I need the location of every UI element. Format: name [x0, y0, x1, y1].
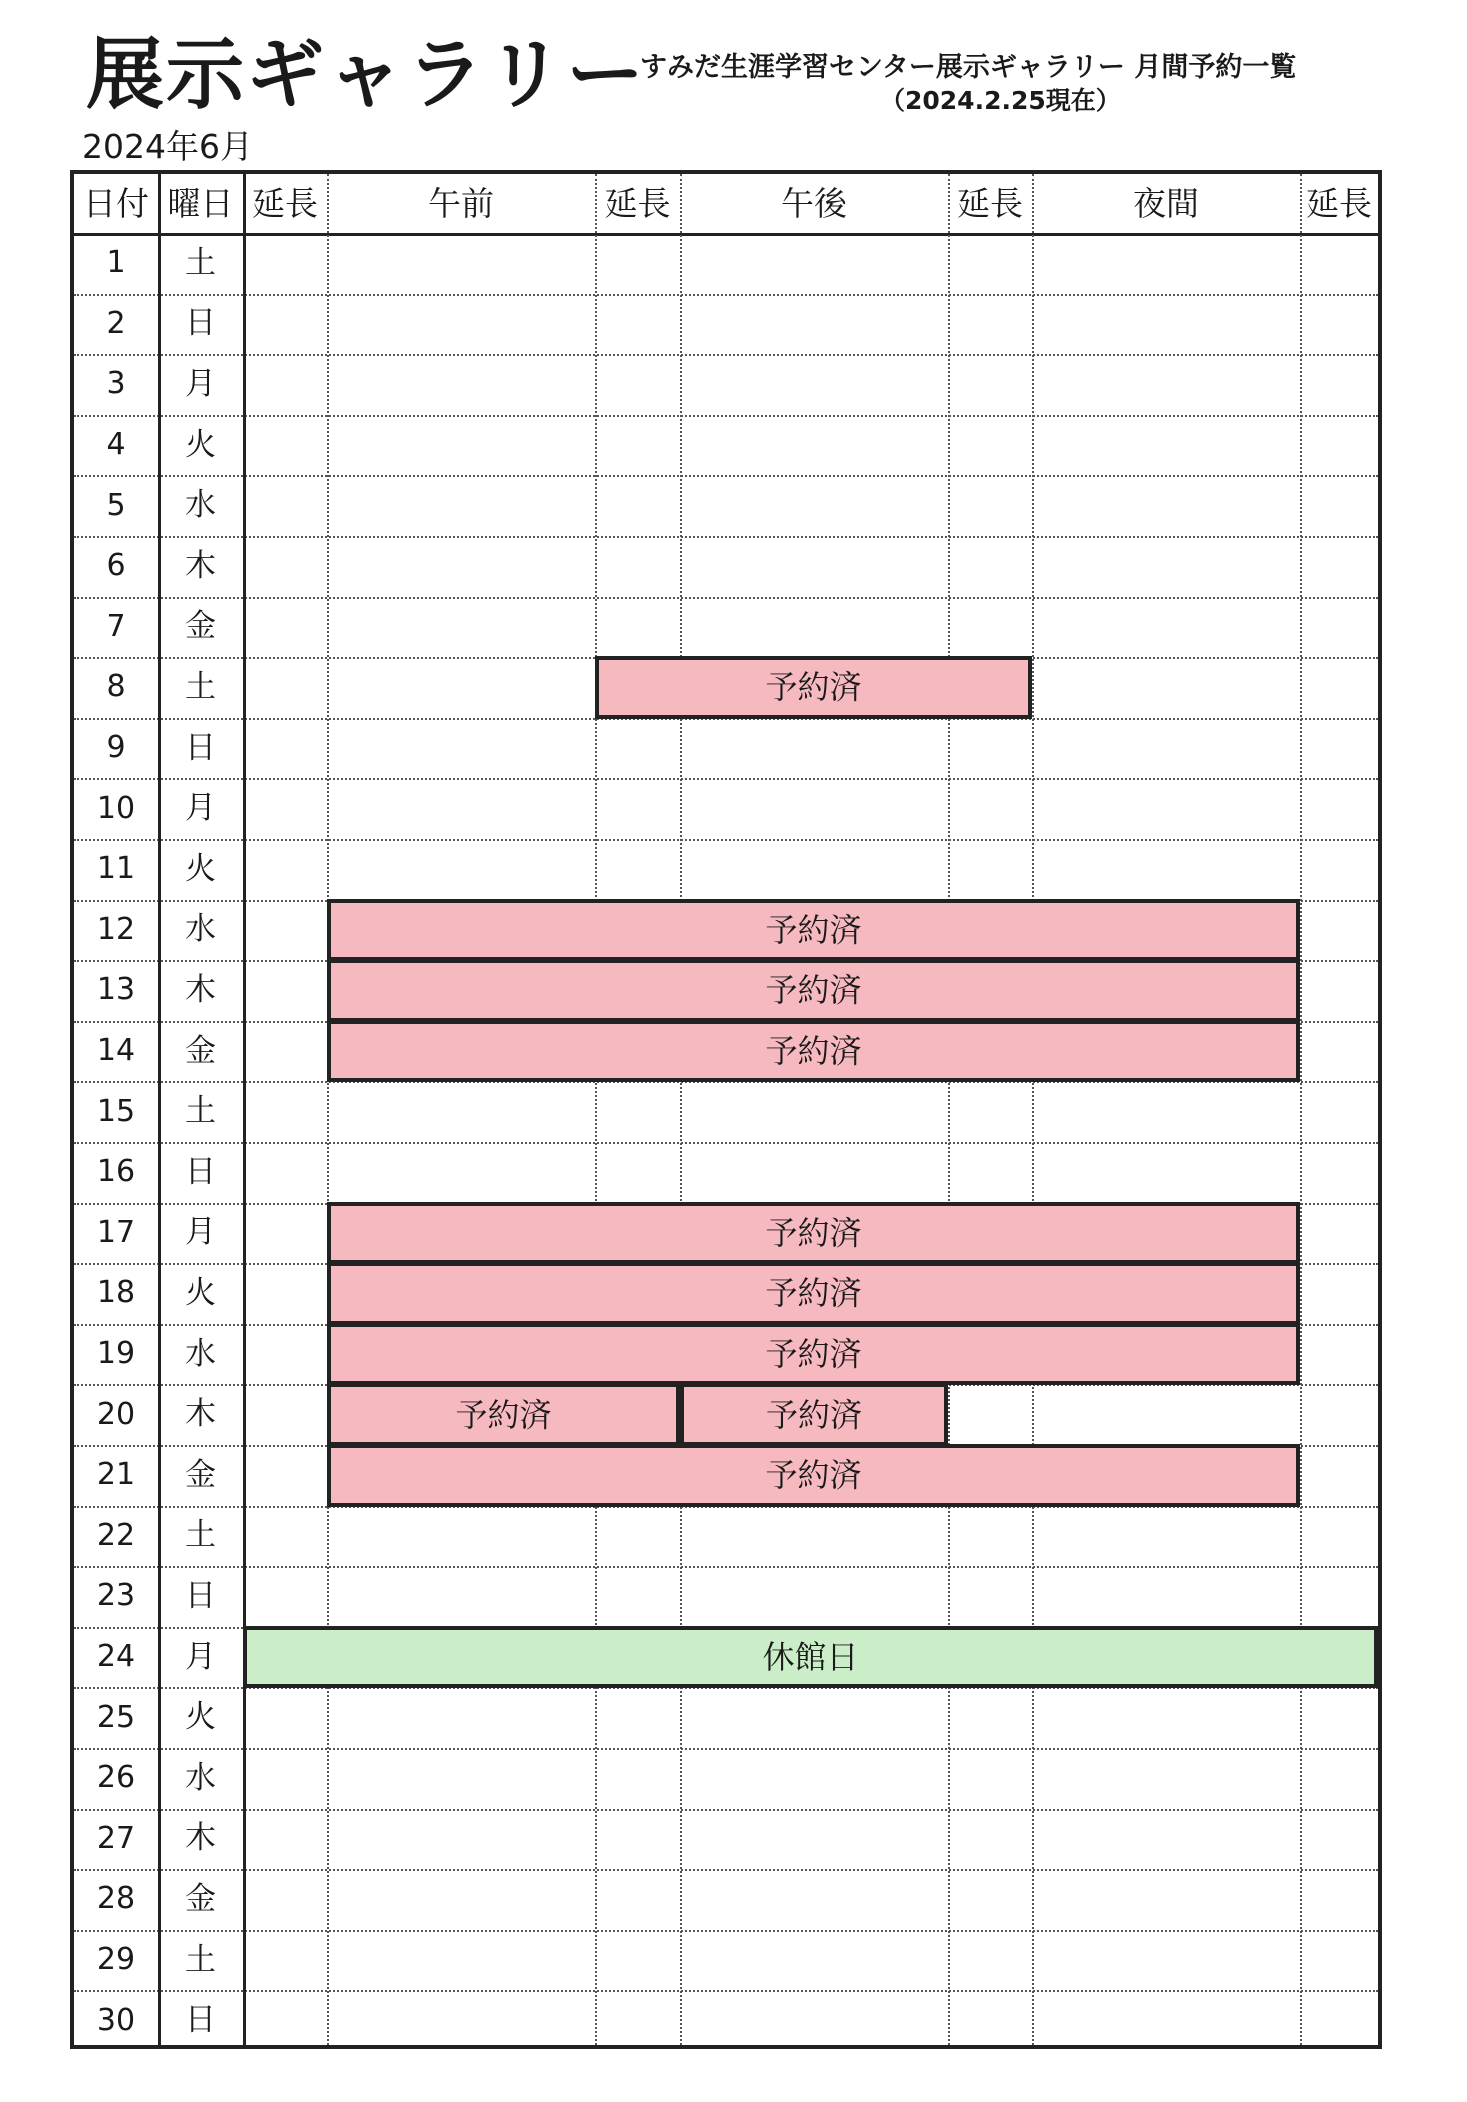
reservation-block[interactable]: 予約済 [327, 1444, 1300, 1507]
reservation-block[interactable]: 予約済 [327, 1323, 1300, 1386]
column-header: 延長 [1306, 184, 1372, 223]
weekday-cell: 水 [185, 1335, 216, 1372]
weekday-cell: 日 [185, 305, 216, 342]
date-cell: 7 [106, 608, 126, 644]
column-divider [243, 174, 246, 2045]
weekday-cell: 火 [185, 850, 216, 887]
date-cell: 22 [96, 1517, 136, 1553]
date-cell: 29 [96, 1942, 136, 1978]
weekday-cell: 日 [185, 1577, 216, 1614]
column-header: 夜間 [1133, 184, 1199, 223]
column-divider [1300, 174, 1302, 2045]
row-divider [74, 1869, 1378, 1871]
date-cell: 15 [96, 1093, 136, 1129]
column-header: 延長 [957, 184, 1023, 223]
weekday-cell: 水 [185, 911, 216, 948]
weekday-cell: 土 [185, 1093, 216, 1130]
row-divider [74, 839, 1378, 841]
column-header: 延長 [604, 184, 671, 223]
column-divider [948, 174, 950, 2045]
column-divider [1032, 174, 1034, 2045]
weekday-cell: 金 [185, 1456, 216, 1493]
reservation-table [70, 170, 1382, 2049]
closed-day-block[interactable]: 休館日 [243, 1626, 1378, 1689]
row-divider [74, 475, 1378, 477]
header-divider [74, 233, 1378, 236]
month-label: 2024年6月 [82, 127, 253, 166]
date-cell: 25 [96, 1699, 136, 1735]
reservation-block[interactable]: 予約済 [327, 1202, 1300, 1265]
date-cell: 11 [96, 851, 136, 887]
weekday-cell: 木 [185, 1396, 216, 1433]
date-cell: 12 [96, 911, 136, 947]
row-divider [74, 415, 1378, 417]
weekday-cell: 木 [185, 547, 216, 584]
date-cell: 23 [96, 1578, 136, 1614]
page-title: 展示ギャラリー [86, 30, 647, 120]
weekday-cell: 水 [185, 1759, 216, 1796]
row-divider [74, 1930, 1378, 1932]
row-divider [74, 1566, 1378, 1568]
column-divider [680, 174, 682, 2045]
column-header: 午後 [781, 184, 847, 223]
weekday-cell: 日 [185, 2002, 216, 2039]
weekday-cell: 月 [185, 365, 216, 402]
column-divider [595, 174, 597, 2045]
weekday-cell: 土 [185, 244, 216, 281]
date-cell: 2 [106, 305, 126, 341]
weekday-cell: 土 [185, 1941, 216, 1978]
date-cell: 17 [96, 1214, 136, 1250]
document-subtitle: すみだ生涯学習センター展示ギャラリー 月間予約一覧 [640, 52, 1297, 83]
weekday-cell: 土 [185, 668, 216, 705]
row-divider [74, 597, 1378, 599]
date-cell: 13 [96, 972, 136, 1008]
row-divider [74, 1142, 1378, 1144]
weekday-cell: 月 [185, 790, 216, 827]
date-cell: 8 [106, 669, 126, 705]
date-cell: 27 [96, 1820, 136, 1856]
date-cell: 24 [96, 1639, 136, 1675]
as-of-date: （2024.2.25現在） [880, 86, 1121, 115]
weekday-cell: 金 [185, 608, 216, 645]
column-header: 延長 [252, 184, 318, 223]
reservation-block[interactable]: 予約済 [327, 1383, 680, 1446]
date-cell: 5 [106, 487, 126, 523]
date-cell: 21 [96, 1457, 136, 1493]
row-divider [74, 1748, 1378, 1750]
row-divider [74, 1809, 1378, 1811]
column-header: 午前 [428, 184, 494, 223]
reservation-block[interactable]: 予約済 [327, 959, 1300, 1022]
weekday-cell: 日 [185, 729, 216, 766]
weekday-cell: 火 [185, 1274, 216, 1311]
date-cell: 28 [96, 1881, 136, 1917]
row-divider [74, 354, 1378, 356]
row-divider [74, 536, 1378, 538]
weekday-cell: 火 [185, 426, 216, 463]
weekday-cell: 土 [185, 1517, 216, 1554]
row-divider [74, 294, 1378, 296]
date-cell: 9 [106, 730, 126, 766]
date-cell: 6 [106, 548, 126, 584]
weekday-cell: 金 [185, 1880, 216, 1917]
date-cell: 30 [96, 2002, 136, 2038]
reservation-block[interactable]: 予約済 [327, 899, 1300, 962]
column-header: 曜日 [167, 184, 234, 223]
weekday-cell: 火 [185, 1699, 216, 1736]
date-cell: 14 [96, 1033, 136, 1069]
date-cell: 10 [96, 790, 136, 826]
date-cell: 16 [96, 1154, 136, 1190]
row-divider [74, 1990, 1378, 1992]
date-cell: 19 [96, 1336, 136, 1372]
reservation-block[interactable]: 予約済 [680, 1383, 948, 1446]
weekday-cell: 月 [185, 1638, 216, 1675]
column-header: 日付 [83, 184, 149, 223]
date-cell: 1 [106, 245, 126, 281]
date-cell: 26 [96, 1760, 136, 1796]
weekday-cell: 日 [185, 1153, 216, 1190]
weekday-cell: 木 [185, 1820, 216, 1857]
row-divider [74, 778, 1378, 780]
weekday-cell: 水 [185, 487, 216, 524]
reservation-block[interactable]: 予約済 [327, 1020, 1300, 1083]
weekday-cell: 月 [185, 1214, 216, 1251]
date-cell: 20 [96, 1396, 136, 1432]
date-cell: 3 [106, 366, 126, 402]
weekday-cell: 金 [185, 1032, 216, 1069]
date-cell: 4 [106, 427, 126, 463]
reservation-block[interactable]: 予約済 [327, 1262, 1300, 1325]
date-cell: 18 [96, 1275, 136, 1311]
reservation-block[interactable]: 予約済 [595, 656, 1032, 719]
weekday-cell: 木 [185, 971, 216, 1008]
column-divider [327, 174, 329, 2045]
